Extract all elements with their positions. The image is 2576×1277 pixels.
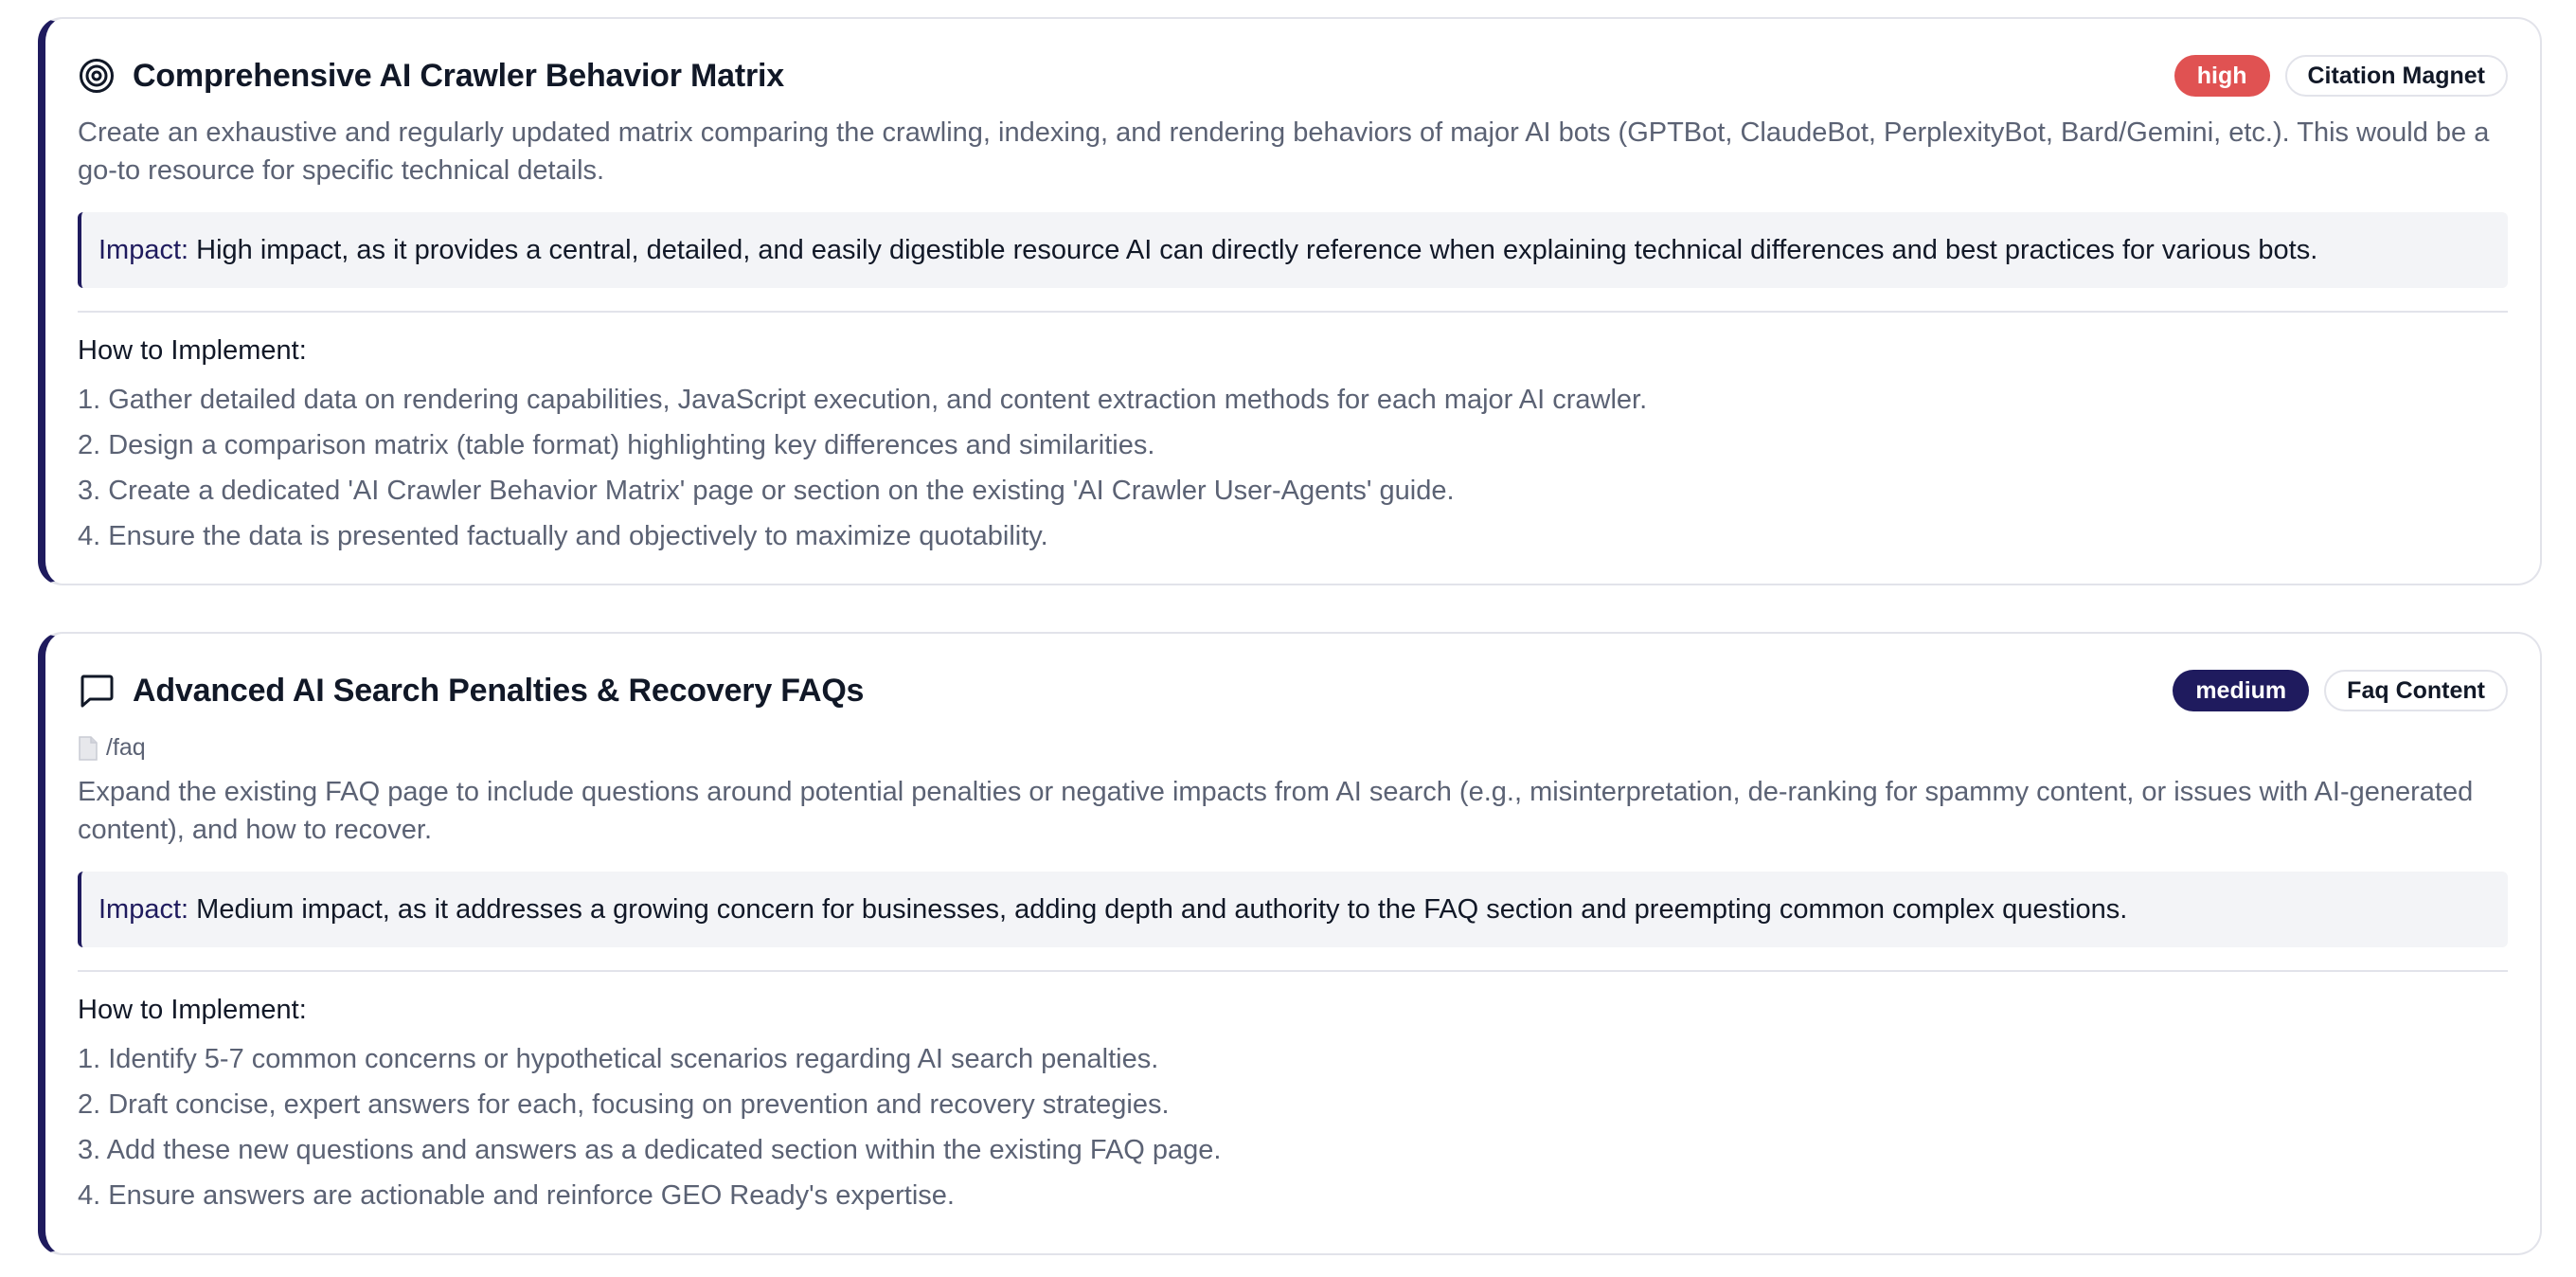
impact-text: High impact, as it provides a central, detailed, and easily digestible resource AI can directly reference when explaining technical differences and best practices for various bots.: [196, 235, 2318, 265]
type-badge: Faq Content: [2324, 670, 2508, 711]
document-icon: [78, 736, 98, 761]
priority-badge: high: [2174, 55, 2270, 97]
step-item: 3. Add these new questions and answers as a dedicated section within the existing FAQ page.: [78, 1135, 1222, 1165]
step-item: 3. Create a dedicated 'AI Crawler Behavior Matrix' page or section on the existing 'AI Crawler User-Agents' guide.: [78, 476, 1455, 506]
card-title: Advanced AI Search Penalties & Recovery FAQs: [133, 672, 865, 709]
type-badge: Citation Magnet: [2285, 55, 2509, 97]
divider: [78, 970, 2508, 972]
badges: [2173, 670, 2508, 711]
recommendation-card: [38, 632, 2542, 1255]
card-header: [78, 662, 2508, 719]
page-path: [78, 734, 2508, 762]
title-group: [78, 672, 864, 710]
title-group: [78, 57, 784, 95]
impact-label: Impact:: [98, 235, 189, 265]
divider: [78, 311, 2508, 313]
chat-bubble-icon: [78, 672, 116, 710]
page-path-text: /faq: [106, 734, 146, 761]
step-item: 2. Design a comparison matrix (table format) highlighting key differences and similarities.: [78, 430, 1155, 460]
step-item: 1. Identify 5-7 common concerns or hypothetical scenarios regarding AI search penalties.: [78, 1044, 1159, 1074]
impact-box: [78, 872, 2508, 947]
howto-title: How to Implement:: [78, 335, 307, 366]
step-item: 2. Draft concise, expert answers for each, focusing on prevention and recovery strategies.: [78, 1089, 1170, 1120]
recommendation-card: [38, 17, 2542, 585]
priority-badge: medium: [2173, 670, 2309, 711]
card-description: Create an exhaustive and regularly updated matrix comparing the crawling, indexing, and rendering behaviors of major AI bots (GPTBot, ClaudeBot, PerplexityBot, Bard/Gemini, etc.). This would be a go-to resource for specific technical details.: [78, 117, 2490, 186]
step-item: 1. Gather detailed data on rendering capabilities, JavaScript execution, and content extraction methods for each major AI crawler.: [78, 385, 1648, 415]
steps-list: [78, 377, 2508, 559]
impact-text: Medium impact, as it addresses a growing concern for businesses, adding depth and authority to the FAQ section and preempting common complex questions.: [196, 894, 2128, 925]
badges: [2174, 55, 2508, 97]
impact-box: [78, 212, 2508, 288]
impact-label: Impact:: [98, 894, 189, 925]
step-item: 4. Ensure answers are actionable and reinforce GEO Ready's expertise.: [78, 1180, 955, 1211]
steps-list: [78, 1036, 2508, 1218]
card-header: [78, 47, 2508, 104]
target-icon: [78, 57, 116, 95]
card-description: Expand the existing FAQ page to include questions around potential penalties or negative impacts from AI search (e.g., misinterpretation, de-ranking for spammy content, or issues with AI-generated content), and how to recover.: [78, 777, 2474, 845]
card-title: Comprehensive AI Crawler Behavior Matrix: [133, 57, 784, 94]
step-item: 4. Ensure the data is presented factually and objectively to maximize quotability.: [78, 521, 1048, 551]
howto-title: How to Implement:: [78, 995, 307, 1025]
